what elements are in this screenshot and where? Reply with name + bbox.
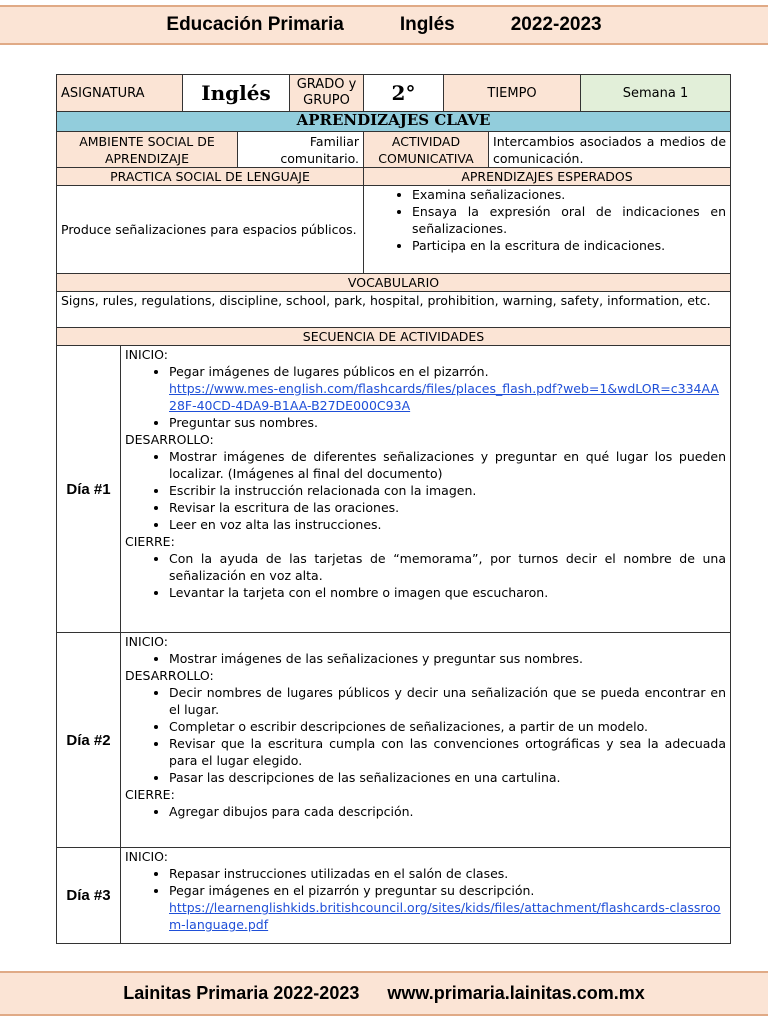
footer-website: www.primaria.lainitas.com.mx [387, 983, 645, 1003]
cierre-label: CIERRE: [125, 534, 175, 549]
activity-item: • Completar o escribir descripciones de señalizaciones, a partir de un modelo. [169, 718, 726, 735]
secuencia-heading: SECUENCIA DE ACTIVIDADES [57, 328, 731, 346]
practica-value: Produce señalizaciones para espacios públicos. [57, 186, 364, 274]
activity-item: • Pasar las descripciones de las señalizaciones en una cartulina. [169, 769, 726, 786]
inicio-label: INICIO: [125, 849, 168, 864]
dia-3-content [121, 848, 731, 944]
activity-item [169, 363, 726, 414]
practica-label: PRACTICA SOCIAL DE LENGUAJE [57, 168, 364, 186]
esperados-label: APRENDIZAJES ESPERADOS [364, 168, 731, 186]
cierre-list [125, 550, 726, 601]
cierre-label: CIERRE: [125, 787, 175, 802]
esperado-item: • Ensaya la expresión oral de indicaciones en señalizaciones. [412, 203, 726, 237]
activity-item: • Mostrar imágenes de diferentes señalizaciones y preguntar en qué lugar los pueden localizar. (Imágenes al final del documento) [169, 448, 726, 482]
activity-item [169, 882, 726, 933]
grado-value: 2° [364, 75, 444, 112]
desarrollo-label: DESARROLLO: [125, 668, 214, 683]
inicio-label: INICIO: [125, 347, 168, 362]
activity-item: • Repasar instrucciones utilizadas en el salón de clases. [169, 865, 726, 882]
tiempo-value: Semana 1 [581, 75, 731, 112]
tiempo-label: TIEMPO [444, 75, 581, 112]
activity-text: Pegar imágenes de lugares públicos en el pizarrón. [169, 364, 489, 379]
vocabulario-label: VOCABULARIO [57, 274, 731, 292]
activity-item: • Revisar que la escritura cumpla con las convenciones ortográficas y sea la adecuada para el lugar elegido. [169, 735, 726, 769]
grado-label: GRADO y GRUPO [290, 75, 364, 112]
desarrollo-label: DESARROLLO: [125, 432, 214, 447]
esperado-item: • Participa en la escritura de indicaciones. [412, 237, 726, 254]
inicio-list [125, 363, 726, 431]
lesson-plan-table [56, 74, 731, 944]
dia-3-label: Día #3 [57, 848, 121, 944]
actividad-label: ACTIVIDAD COMUNICATIVA [364, 132, 489, 168]
header-level: Educación Primaria [166, 14, 344, 35]
esperados-list [368, 186, 726, 254]
header-band [0, 5, 768, 45]
inicio-list [125, 650, 726, 667]
footer-band [0, 971, 768, 1016]
footer-publisher: Lainitas Primaria 2022-2023 [123, 983, 360, 1003]
classroom-flashcards-link[interactable]: https://learnenglishkids.britishcouncil.org/sites/kids/files/attachment/flashcards-classroom-language.pdf [169, 900, 721, 932]
aprendizajes-clave-heading: APRENDIZAJES CLAVE [57, 112, 731, 132]
activity-item: • Escribir la instrucción relacionada con la imagen. [169, 482, 726, 499]
cierre-list [125, 803, 726, 820]
inicio-label: INICIO: [125, 634, 168, 649]
activity-item: • Leer en voz alta las instrucciones. [169, 516, 726, 533]
inicio-list [125, 865, 726, 933]
activity-item: • Con la ayuda de las tarjetas de “memorama”, por turnos decir el nombre de una señalización en voz alta. [169, 550, 726, 584]
activity-item: • Agregar dibujos para cada descripción. [169, 803, 726, 820]
ambiente-label: AMBIENTE SOCIAL DE APRENDIZAJE [57, 132, 238, 168]
header-year: 2022-2023 [510, 14, 602, 35]
activity-text: Pegar imágenes en el pizarrón y preguntar su descripción. [169, 883, 535, 898]
desarrollo-list [125, 684, 726, 786]
dia-2-label: Día #2 [57, 633, 121, 848]
activity-item: • Decir nombres de lugares públicos y decir una señalización que se pueda encontrar en el lugar. [169, 684, 726, 718]
header-subject: Inglés [399, 14, 455, 35]
esperado-item: • Examina señalizaciones. [412, 186, 726, 203]
activity-item: • Preguntar sus nombres. [169, 414, 726, 431]
asignatura-value: Inglés [183, 75, 290, 112]
activity-item: • Mostrar imágenes de las señalizaciones y preguntar sus nombres. [169, 650, 726, 667]
dia-1-label: Día #1 [57, 346, 121, 633]
activity-item: • Levantar la tarjeta con el nombre o imagen que escucharon. [169, 584, 726, 601]
activity-item: • Revisar la escritura de las oraciones. [169, 499, 726, 516]
dia-1-content [121, 346, 731, 633]
desarrollo-list [125, 448, 726, 533]
actividad-value: Intercambios asociados a medios de comunicación. [489, 132, 731, 168]
dia-2-content [121, 633, 731, 848]
ambiente-value: Familiar comunitario. [238, 132, 364, 168]
asignatura-label: ASIGNATURA [57, 75, 183, 112]
places-flashcards-link[interactable]: https://www.mes-english.com/flashcards/files/places_flash.pdf?web=1&wdLOR=c334AA28F-40CD-4DA9-B1AA-B27DE000C93A [169, 381, 719, 413]
vocabulario-value: Signs, rules, regulations, discipline, school, park, hospital, prohibition, warning, safety, information, etc. [57, 292, 731, 328]
esperados-list-cell [364, 186, 731, 274]
